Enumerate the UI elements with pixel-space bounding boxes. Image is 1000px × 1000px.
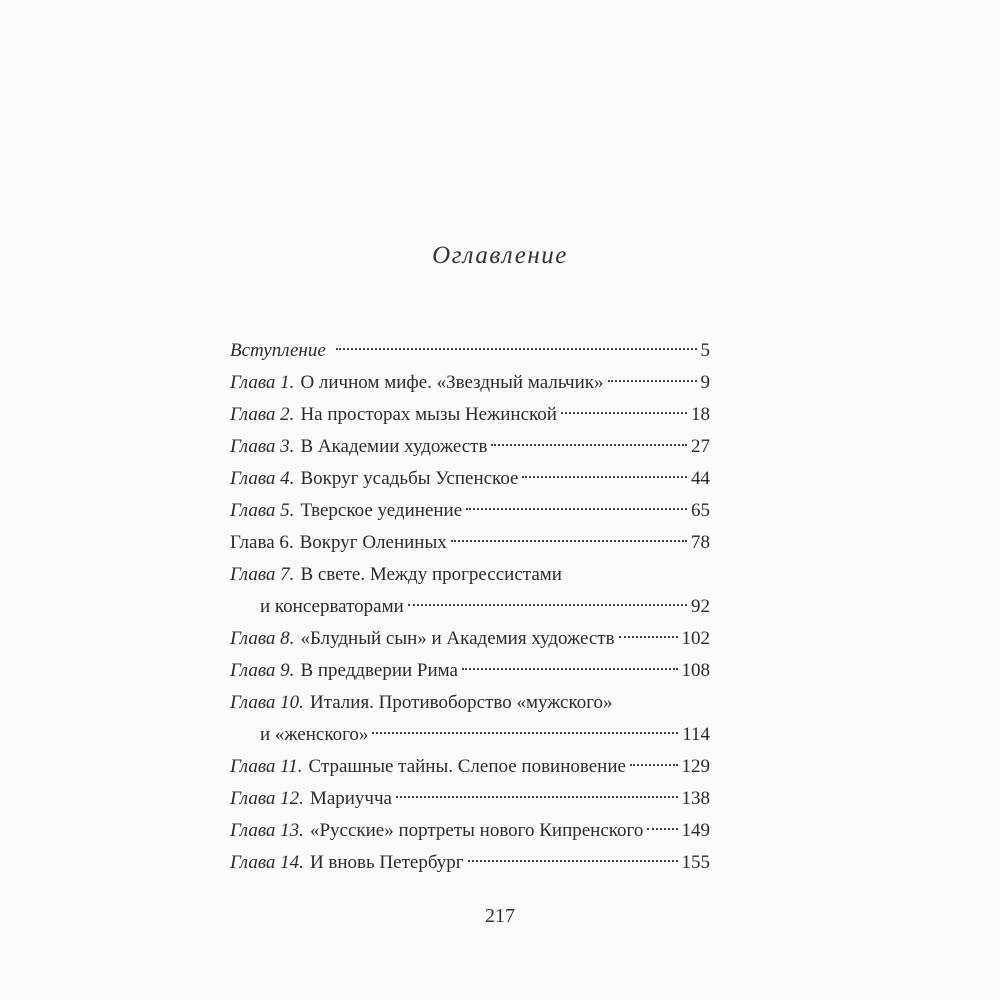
chapter-title: и консерваторами (260, 596, 404, 617)
dot-leader (396, 796, 678, 798)
chapter-title: «Русские» портреты нового Кипренского (309, 820, 644, 841)
chapter-title: В преддверии Рима (300, 660, 458, 681)
toc-entry (230, 399, 710, 431)
chapter-label: Глава 1. (230, 372, 295, 393)
toc-entry-line (230, 655, 710, 687)
toc-entry-line (230, 815, 710, 847)
toc-entry-line (230, 623, 710, 655)
chapter-label: Глава 8. (230, 628, 295, 649)
page-ref: 138 (681, 788, 710, 809)
chapter-title: Страшные тайны. Слепое повиновение (308, 756, 626, 777)
chapter-label: Глава 7. (230, 564, 295, 585)
chapter-title: Вокруг усадьбы Успенское (300, 468, 519, 489)
toc-entry-continuation (230, 591, 710, 623)
toc-entry (230, 559, 710, 623)
chapter-title: В свете. Между прогрессистами (300, 564, 562, 585)
chapter-title: и «женского» (260, 724, 369, 745)
dot-leader (466, 508, 687, 510)
toc-entry-line (230, 687, 710, 719)
toc-entry-line (230, 367, 710, 399)
chapter-title: Тверское уединение (300, 500, 463, 521)
chapter-label: Глава 4. (230, 468, 295, 489)
chapter-label: Вступление (230, 340, 326, 361)
chapter-label: Глава 13. (230, 820, 304, 841)
toc-title: Оглавление (432, 242, 568, 269)
toc-entry (230, 623, 710, 655)
toc-entry-line (230, 399, 710, 431)
dot-leader (608, 380, 697, 382)
toc-entry (230, 431, 710, 463)
chapter-label: Глава 5. (230, 500, 295, 521)
dot-leader (451, 540, 687, 542)
page-ref: 9 (700, 372, 710, 393)
page-ref: 114 (682, 724, 710, 745)
toc-entry-line (230, 751, 710, 783)
toc-entry (230, 751, 710, 783)
dot-leader (619, 636, 678, 638)
toc-entry (230, 527, 710, 559)
chapter-label: Глава 11. (230, 756, 303, 777)
toc-entry-line (230, 559, 710, 591)
chapter-title: В Академии художеств (300, 436, 488, 457)
toc-entry-line (230, 335, 710, 367)
toc-entry (230, 815, 710, 847)
chapter-title: На просторах мызы Нежинской (300, 404, 557, 425)
page-ref: 102 (681, 628, 710, 649)
page-ref: 44 (691, 468, 710, 489)
toc-entry-line (230, 463, 710, 495)
chapter-label: Глава 2. (230, 404, 295, 425)
dot-leader (336, 348, 697, 350)
chapter-label: Глава 3. (230, 436, 295, 457)
dot-leader (561, 412, 687, 414)
toc-entry (230, 847, 710, 879)
chapter-label: Глава 14. (230, 852, 304, 873)
chapter-title: Мариучча (309, 788, 392, 809)
toc-entry-line (230, 431, 710, 463)
page-ref: 78 (691, 532, 710, 553)
chapter-title: О личном мифе. «Звездный мальчик» (300, 372, 604, 393)
dot-leader (462, 668, 678, 670)
toc-entry (230, 367, 710, 399)
chapter-title: И вновь Петербург (309, 852, 464, 873)
chapter-title: Италия. Противоборство «мужского» (309, 692, 613, 713)
toc-entry-line (230, 495, 710, 527)
chapter-title: Вокруг Олениных (299, 532, 447, 553)
chapter-label: Глава 10. (230, 692, 304, 713)
chapter-label: Глава 12. (230, 788, 304, 809)
page-ref: 27 (691, 436, 710, 457)
toc-entry (230, 463, 710, 495)
chapter-label: Глава 9. (230, 660, 295, 681)
toc-entry (230, 495, 710, 527)
toc-entry (230, 655, 710, 687)
toc-entry-line (230, 527, 710, 559)
toc-entry (230, 687, 710, 751)
toc-entry (230, 335, 710, 367)
page-ref: 108 (681, 660, 710, 681)
dot-leader (647, 828, 677, 830)
toc-entry (230, 783, 710, 815)
page-ref: 65 (691, 500, 710, 521)
dot-leader (468, 860, 678, 862)
toc-entry-line (230, 783, 710, 815)
chapter-label: Глава 6. (230, 532, 294, 553)
toc-entry-line (230, 847, 710, 879)
table-of-contents (230, 335, 710, 879)
dot-leader (408, 604, 687, 606)
dot-leader (491, 444, 687, 446)
page-ref: 92 (691, 596, 710, 617)
page-number: 217 (485, 905, 515, 927)
chapter-title: «Блудный сын» и Академия художеств (300, 628, 615, 649)
page-ref: 149 (681, 820, 710, 841)
dot-leader (372, 732, 678, 734)
page-ref: 129 (681, 756, 710, 777)
page-ref: 155 (681, 852, 710, 873)
page-ref: 5 (700, 340, 710, 361)
page-ref: 18 (691, 404, 710, 425)
dot-leader (630, 764, 678, 766)
toc-entry-continuation (230, 719, 710, 751)
dot-leader (522, 476, 687, 478)
